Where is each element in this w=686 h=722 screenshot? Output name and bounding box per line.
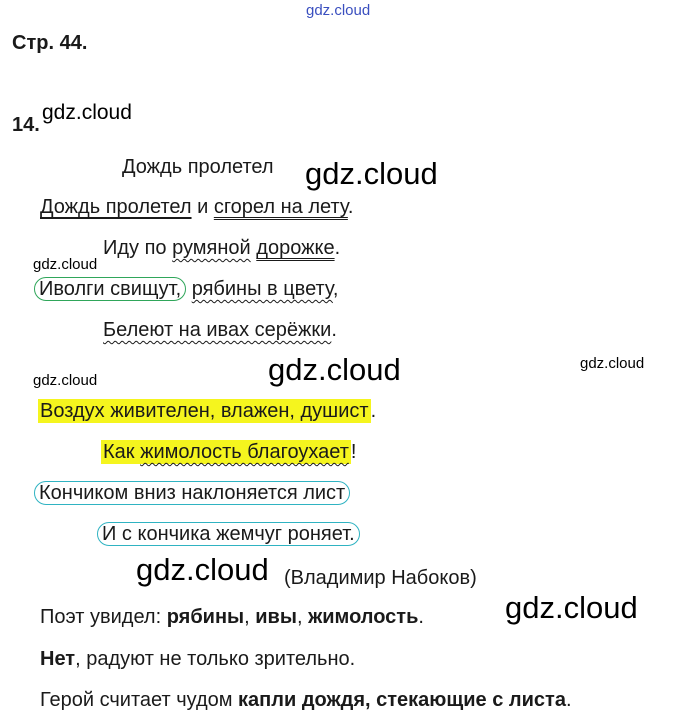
poem-line-2: Иду по румяной дорожке. (103, 237, 341, 259)
clause-oval-cyan-2: И с кончика жемчуг роняет. (97, 522, 360, 546)
watermark-before-author: gdz.cloud (136, 552, 269, 587)
watermark-answer-end: gdz.cloud (505, 590, 638, 625)
definition-wavy: румяной (172, 237, 251, 259)
poem-title: Дождь пролетел (122, 156, 274, 178)
object-underlined: дорожке (256, 237, 335, 259)
answer-3: Герой считает чудом капли дождя, стекающие с листа. (40, 689, 572, 711)
poem-line-4: Белеют на ивах серёжки. (103, 319, 337, 341)
poem-line-1: Дождь пролетел и сгорел на лету. (40, 196, 354, 218)
predicate-underlined: сгорел на лету (213, 196, 348, 218)
poem-line-8 (97, 523, 360, 546)
watermark-after-title: gdz.cloud (305, 156, 438, 191)
poem-author: (Владимир Набоков) (284, 567, 477, 589)
poem-line-6: Как жимолость благоухает ! (103, 441, 357, 463)
watermark-middle: gdz.cloud (268, 352, 401, 387)
watermark-left-1: gdz.cloud (33, 256, 98, 273)
clause-wavy: рябины в цвету (191, 278, 333, 300)
answer-2: Нет, радуют не только зрительно. (40, 648, 356, 670)
subject-underlined: Дождь пролетел (40, 196, 192, 218)
poem-line-5: Воздух живителен, влажен, душист . (40, 400, 377, 422)
exercise-number: 14. (12, 114, 40, 136)
page-label: Стр. 44. (12, 32, 88, 54)
highlight-yellow-exclaim: Как жимолость благоухает (103, 441, 349, 463)
watermark-left-2: gdz.cloud (33, 372, 98, 389)
poem-line-3: Иволги свищут, рябины в цвету, (34, 278, 338, 301)
poem-line-7 (34, 482, 350, 505)
watermark-top: gdz.cloud (306, 2, 371, 19)
highlight-yellow: Воздух живителен, влажен, душист (40, 400, 369, 422)
clause-oval-cyan: Кончиком вниз наклоняется лист (34, 481, 350, 505)
line-wavy: Белеют на ивах серёжки (103, 319, 332, 341)
watermark-after-number: gdz.cloud (42, 101, 132, 124)
clause-oval-green: Иволги свищут, (34, 277, 186, 301)
answer-1: Поэт увидел: рябины, ивы, жимолость. (40, 606, 424, 628)
watermark-right: gdz.cloud (580, 355, 645, 372)
